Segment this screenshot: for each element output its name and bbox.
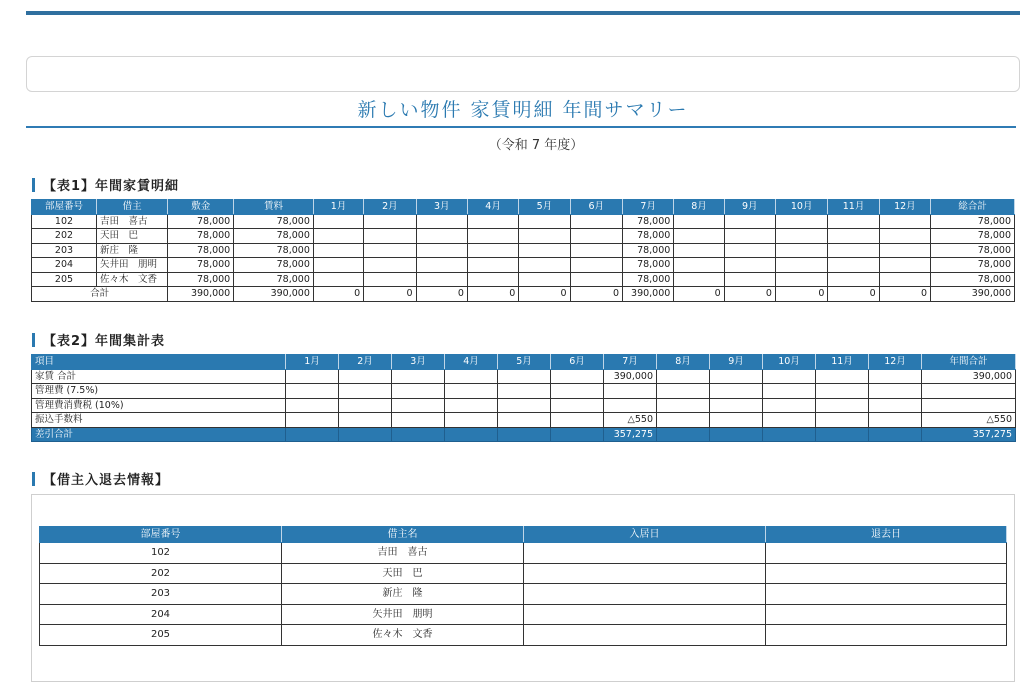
month-cell xyxy=(879,214,930,229)
column-header: 借主名 xyxy=(282,527,524,543)
grand-total-cell: 390,000 xyxy=(931,287,1015,302)
rent-cell: 78,000 xyxy=(234,272,314,287)
month-cell xyxy=(710,413,763,428)
month-cell xyxy=(498,427,551,442)
tenant-move-table xyxy=(39,526,1007,646)
room-number-cell: 202 xyxy=(40,563,282,584)
section-marker xyxy=(32,333,35,347)
month-cell xyxy=(339,398,392,413)
deposit-cell: 78,000 xyxy=(168,243,234,258)
table-row xyxy=(40,584,1007,605)
sum-month-cell: 0 xyxy=(879,287,930,302)
month-cell xyxy=(816,413,869,428)
annual-total-cell: 390,000 xyxy=(922,369,1016,384)
column-header: 総合計 xyxy=(931,200,1015,215)
tenant-name-cell: 吉田 喜古 xyxy=(96,214,167,229)
sum-month-cell: 0 xyxy=(775,287,827,302)
row-total-cell: 78,000 xyxy=(931,243,1015,258)
month-cell xyxy=(657,398,710,413)
month-cell xyxy=(445,398,498,413)
sum-month-cell: 0 xyxy=(828,287,879,302)
room-number-cell: 205 xyxy=(40,625,282,646)
sum-deposit-cell: 390,000 xyxy=(168,287,234,302)
tenant-name-cell: 天田 巴 xyxy=(282,563,524,584)
month-cell xyxy=(763,398,816,413)
column-header: 11月 xyxy=(816,355,869,370)
month-cell xyxy=(519,258,570,273)
month-cell xyxy=(674,272,724,287)
sum-label-cell: 合計 xyxy=(32,287,168,302)
column-header: 項目 xyxy=(32,355,286,370)
move-in-date-cell xyxy=(524,543,766,564)
table-row xyxy=(32,369,1016,384)
month-cell xyxy=(498,398,551,413)
table-row xyxy=(32,413,1016,428)
column-header: 6月 xyxy=(570,200,622,215)
sum-month-cell: 0 xyxy=(519,287,570,302)
month-cell xyxy=(364,258,416,273)
column-header: 1月 xyxy=(286,355,339,370)
month-cell xyxy=(498,369,551,384)
move-out-date-cell xyxy=(766,563,1007,584)
table-row xyxy=(40,543,1007,564)
month-cell xyxy=(657,413,710,428)
month-cell xyxy=(657,427,710,442)
sum-row xyxy=(32,287,1015,302)
month-cell xyxy=(467,214,518,229)
item-label-cell: 振込手数料 xyxy=(32,413,286,428)
month-cell xyxy=(416,243,467,258)
month-cell xyxy=(570,214,622,229)
column-header: 12月 xyxy=(879,200,930,215)
month-cell xyxy=(467,272,518,287)
month-cell xyxy=(498,384,551,399)
column-header: 3月 xyxy=(392,355,445,370)
month-cell xyxy=(816,398,869,413)
section-marker xyxy=(32,472,35,486)
room-number-cell: 102 xyxy=(40,543,282,564)
month-cell xyxy=(286,427,339,442)
month-cell xyxy=(339,427,392,442)
tenant-name-cell: 天田 巴 xyxy=(96,229,167,244)
room-number-cell: 205 xyxy=(32,272,97,287)
month-cell xyxy=(775,272,827,287)
section-heading-table1 xyxy=(32,175,179,194)
annual-summary-table xyxy=(31,354,1016,442)
month-cell xyxy=(869,427,922,442)
room-number-cell: 102 xyxy=(32,214,97,229)
tenant-name-cell: 矢井田 朋明 xyxy=(96,258,167,273)
month-cell xyxy=(775,214,827,229)
deposit-cell: 78,000 xyxy=(168,258,234,273)
column-header: 部屋番号 xyxy=(32,200,97,215)
column-header: 入居日 xyxy=(524,527,766,543)
section-title: 【借主入退去情報】 xyxy=(43,473,170,488)
month-cell xyxy=(313,214,363,229)
month-cell xyxy=(775,229,827,244)
month-cell xyxy=(828,258,879,273)
section-heading-tenants xyxy=(32,469,169,488)
month-cell xyxy=(763,369,816,384)
move-in-date-cell xyxy=(524,604,766,625)
column-header: 2月 xyxy=(364,200,416,215)
room-number-cell: 203 xyxy=(32,243,97,258)
month-cell xyxy=(392,427,445,442)
sum-month-cell: 0 xyxy=(416,287,467,302)
top-empty-panel xyxy=(26,56,1020,92)
month-cell xyxy=(570,229,622,244)
fiscal-year-subtitle: （令和 7 年度） xyxy=(488,138,584,153)
month-cell xyxy=(879,229,930,244)
month-cell xyxy=(445,427,498,442)
column-header: 敷金 xyxy=(168,200,234,215)
month-cell xyxy=(392,398,445,413)
month-cell xyxy=(879,272,930,287)
move-in-date-cell xyxy=(524,584,766,605)
month-cell xyxy=(604,398,657,413)
sum-month-cell: 0 xyxy=(570,287,622,302)
page-title: 新しい物件 家賃明細 年間サマリー xyxy=(357,99,689,121)
column-header: 7月 xyxy=(604,355,657,370)
sum-month-cell: 0 xyxy=(674,287,724,302)
table-header-row xyxy=(32,355,1016,370)
column-header: 退去日 xyxy=(766,527,1007,543)
month-cell xyxy=(551,384,604,399)
column-header: 8月 xyxy=(674,200,724,215)
room-number-cell: 204 xyxy=(40,604,282,625)
month-cell xyxy=(551,369,604,384)
annual-total-cell: △550 xyxy=(922,413,1016,428)
month-cell xyxy=(445,413,498,428)
table-row xyxy=(32,243,1015,258)
column-header: 6月 xyxy=(551,355,604,370)
rent-cell: 78,000 xyxy=(234,243,314,258)
rent-cell: 78,000 xyxy=(234,229,314,244)
month-cell xyxy=(313,229,363,244)
month-cell xyxy=(519,229,570,244)
month-cell: 78,000 xyxy=(622,243,673,258)
month-cell: 390,000 xyxy=(604,369,657,384)
month-cell xyxy=(339,369,392,384)
table-row xyxy=(32,229,1015,244)
room-number-cell: 204 xyxy=(32,258,97,273)
month-cell xyxy=(869,369,922,384)
month-cell xyxy=(674,243,724,258)
month-cell xyxy=(763,427,816,442)
item-label-cell: 家賃 合計 xyxy=(32,369,286,384)
month-cell xyxy=(869,384,922,399)
move-out-date-cell xyxy=(766,625,1007,646)
month-cell xyxy=(364,243,416,258)
month-cell xyxy=(445,369,498,384)
month-cell xyxy=(416,214,467,229)
item-label-cell: 管理費 (7.5%) xyxy=(32,384,286,399)
month-cell xyxy=(519,272,570,287)
section-title: 【表2】年間集計表 xyxy=(43,334,166,349)
row-total-cell: 78,000 xyxy=(931,258,1015,273)
column-header: 4月 xyxy=(445,355,498,370)
month-cell xyxy=(467,229,518,244)
table-row xyxy=(32,258,1015,273)
month-cell xyxy=(392,369,445,384)
column-header: 11月 xyxy=(828,200,879,215)
table-row xyxy=(40,563,1007,584)
month-cell xyxy=(364,214,416,229)
month-cell xyxy=(879,243,930,258)
table-row xyxy=(40,604,1007,625)
table-row xyxy=(32,214,1015,229)
column-header: 借主 xyxy=(96,200,167,215)
rent-cell: 78,000 xyxy=(234,258,314,273)
month-cell xyxy=(339,413,392,428)
month-cell xyxy=(724,243,775,258)
month-cell xyxy=(816,384,869,399)
row-total-cell: 78,000 xyxy=(931,214,1015,229)
month-cell xyxy=(339,384,392,399)
column-header: 10月 xyxy=(775,200,827,215)
month-cell xyxy=(674,258,724,273)
month-cell: 78,000 xyxy=(622,272,673,287)
month-cell xyxy=(392,384,445,399)
room-number-cell: 203 xyxy=(40,584,282,605)
month-cell xyxy=(416,272,467,287)
column-header: 部屋番号 xyxy=(40,527,282,543)
column-header: 2月 xyxy=(339,355,392,370)
tenant-name-cell: 新庄 隆 xyxy=(96,243,167,258)
header-accent-bar xyxy=(26,11,1020,15)
column-header: 8月 xyxy=(657,355,710,370)
sum-month-cell: 390,000 xyxy=(622,287,673,302)
month-cell xyxy=(286,369,339,384)
month-cell xyxy=(828,272,879,287)
column-header: 年間合計 xyxy=(922,355,1016,370)
deposit-cell: 78,000 xyxy=(168,272,234,287)
table-row xyxy=(32,272,1015,287)
move-out-date-cell xyxy=(766,584,1007,605)
column-header: 10月 xyxy=(763,355,816,370)
month-cell: 78,000 xyxy=(622,258,673,273)
month-cell xyxy=(674,214,724,229)
move-out-date-cell xyxy=(766,604,1007,625)
sum-month-cell: 0 xyxy=(467,287,518,302)
tenant-name-cell: 矢井田 朋明 xyxy=(282,604,524,625)
column-header: 5月 xyxy=(498,355,551,370)
month-cell: △550 xyxy=(604,413,657,428)
month-cell xyxy=(710,384,763,399)
month-cell xyxy=(498,413,551,428)
month-cell xyxy=(286,413,339,428)
column-header: 9月 xyxy=(724,200,775,215)
table-row xyxy=(40,625,1007,646)
tenant-name-cell: 吉田 喜古 xyxy=(282,543,524,564)
month-cell xyxy=(519,214,570,229)
net-total-row xyxy=(32,427,1016,442)
sum-month-cell: 0 xyxy=(364,287,416,302)
month-cell xyxy=(724,272,775,287)
month-cell xyxy=(551,398,604,413)
month-cell xyxy=(724,258,775,273)
month-cell xyxy=(467,243,518,258)
month-cell xyxy=(467,258,518,273)
month-cell xyxy=(724,214,775,229)
sum-month-cell: 0 xyxy=(313,287,363,302)
month-cell xyxy=(775,258,827,273)
month-cell: 78,000 xyxy=(622,214,673,229)
sum-rent-cell: 390,000 xyxy=(234,287,314,302)
month-cell xyxy=(710,398,763,413)
month-cell xyxy=(286,398,339,413)
month-cell xyxy=(869,413,922,428)
month-cell xyxy=(519,243,570,258)
item-label-cell: 管理費消費税 (10%) xyxy=(32,398,286,413)
month-cell xyxy=(763,413,816,428)
month-cell: 357,275 xyxy=(604,427,657,442)
month-cell xyxy=(879,258,930,273)
table-header-row xyxy=(32,200,1015,215)
deposit-cell: 78,000 xyxy=(168,229,234,244)
column-header: 9月 xyxy=(710,355,763,370)
month-cell xyxy=(364,272,416,287)
month-cell xyxy=(828,229,879,244)
month-cell xyxy=(445,384,498,399)
item-label-cell: 差引合計 xyxy=(32,427,286,442)
month-cell xyxy=(392,413,445,428)
month-cell xyxy=(313,258,363,273)
column-header: 1月 xyxy=(313,200,363,215)
month-cell xyxy=(570,243,622,258)
month-cell xyxy=(710,427,763,442)
month-cell xyxy=(313,272,363,287)
rent-cell: 78,000 xyxy=(234,214,314,229)
month-cell xyxy=(416,258,467,273)
section-heading-table2 xyxy=(32,330,165,349)
section-marker xyxy=(32,178,35,192)
column-header: 4月 xyxy=(467,200,518,215)
tenant-name-cell: 佐々木 文香 xyxy=(96,272,167,287)
month-cell xyxy=(828,243,879,258)
month-cell xyxy=(313,243,363,258)
column-header: 賃料 xyxy=(234,200,314,215)
month-cell xyxy=(604,384,657,399)
month-cell xyxy=(816,427,869,442)
deposit-cell: 78,000 xyxy=(168,214,234,229)
month-cell xyxy=(816,369,869,384)
month-cell xyxy=(416,229,467,244)
section-title: 【表1】年間家賃明細 xyxy=(43,179,180,194)
column-header: 3月 xyxy=(416,200,467,215)
move-out-date-cell xyxy=(766,543,1007,564)
room-number-cell: 202 xyxy=(32,229,97,244)
table-row xyxy=(32,384,1016,399)
month-cell xyxy=(710,369,763,384)
month-cell xyxy=(869,398,922,413)
title-underline xyxy=(26,126,1016,128)
table-header-row xyxy=(40,527,1007,543)
month-cell xyxy=(286,384,339,399)
move-in-date-cell xyxy=(524,563,766,584)
column-header: 5月 xyxy=(519,200,570,215)
month-cell xyxy=(570,258,622,273)
month-cell xyxy=(551,427,604,442)
sum-month-cell: 0 xyxy=(724,287,775,302)
tenant-name-cell: 新庄 隆 xyxy=(282,584,524,605)
month-cell xyxy=(657,384,710,399)
annual-total-cell: 357,275 xyxy=(922,427,1016,442)
month-cell xyxy=(551,413,604,428)
column-header: 12月 xyxy=(869,355,922,370)
month-cell xyxy=(364,229,416,244)
month-cell xyxy=(828,214,879,229)
month-cell xyxy=(674,229,724,244)
month-cell xyxy=(724,229,775,244)
table-row xyxy=(32,398,1016,413)
annual-total-cell xyxy=(922,398,1016,413)
tenant-name-cell: 佐々木 文香 xyxy=(282,625,524,646)
annual-total-cell xyxy=(922,384,1016,399)
move-in-date-cell xyxy=(524,625,766,646)
month-cell xyxy=(657,369,710,384)
month-cell xyxy=(763,384,816,399)
month-cell: 78,000 xyxy=(622,229,673,244)
annual-rent-detail-table xyxy=(31,199,1015,302)
row-total-cell: 78,000 xyxy=(931,272,1015,287)
row-total-cell: 78,000 xyxy=(931,229,1015,244)
month-cell xyxy=(775,243,827,258)
month-cell xyxy=(570,272,622,287)
column-header: 7月 xyxy=(622,200,673,215)
